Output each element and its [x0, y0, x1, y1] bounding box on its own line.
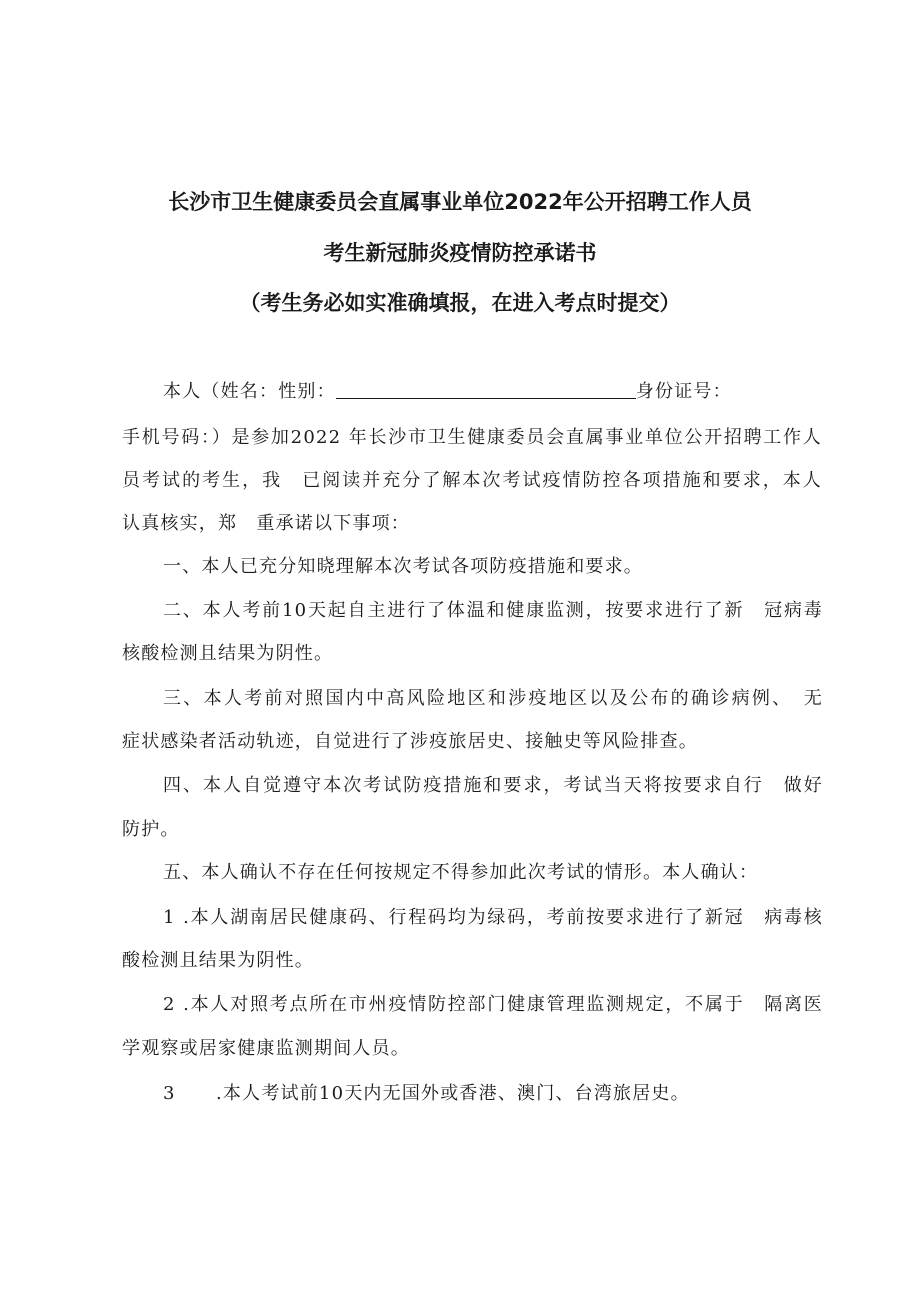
item-2-line-1: 二、本人考前10天起自主进行了体温和健康监测，按要求进行了新 冠病毒	[163, 600, 823, 621]
intro-line-1	[163, 377, 823, 407]
item-4-line-1: 四、本人自觉遵守本次考试防疫措施和要求，考试当天将按要求自行 做好	[163, 775, 823, 796]
intro-line-4: 认真核实，郑 重承诺以下事项：	[122, 513, 410, 534]
intro-line-2: 手机号码：）是参加2022 年长沙市卫生健康委员会直属事业单位公开招聘工作人	[122, 427, 822, 448]
item-5: 五、本人确认不存在任何按规定不得参加此次考试的情形。本人确认：	[163, 862, 759, 883]
sub-item-1-line-1: 1 .本人湖南居民健康码、行程码均为绿码，考前按要求进行了新冠 病毒核	[163, 907, 823, 928]
title-line-1: 长沙市卫生健康委员会直属事业单位2022年公开招聘工作人员	[168, 190, 752, 214]
item-4-line-2: 防护。	[122, 819, 180, 840]
sub-item-2-line-2: 学观察或居家健康监测期间人员。	[122, 1038, 410, 1059]
title-line-3: （考生务必如实准确填报，在进入考点时提交）	[239, 291, 681, 315]
sub-item-3-text: .本人考试前10天内无国外或香港、澳门、台湾旅居史。	[216, 1083, 690, 1104]
item-3-line-2: 症状感染者活动轨迹，自觉进行了涉疫旅居史、接触史等风险排查。	[122, 731, 698, 752]
fill-blank-line[interactable]	[336, 378, 636, 399]
name-gender-label: 本人（姓名：性别：	[163, 381, 336, 402]
item-1: 一、本人已充分知晓理解本次考试各项防疫措施和要求。	[163, 556, 643, 577]
item-2-line-2: 核酸检测且结果为阴性。	[122, 643, 334, 664]
id-number-label: 身份证号：	[635, 381, 732, 402]
item-3-line-1: 三、本人考前对照国内中高风险地区和涉疫地区以及公布的确诊病例、 无	[163, 688, 823, 709]
sub-item-1-line-2: 酸检测且结果为阴性。	[122, 950, 314, 971]
sub-item-2-line-1: 2 .本人对照考点所在市州疫情防控部门健康管理监测规定，不属于 隔离医	[163, 994, 823, 1015]
title-line-2: 考生新冠肺炎疫情防控承诺书	[323, 241, 597, 265]
intro-line-3: 员考试的考生，我 已阅读并充分了解本次考试疫情防控各项措施和要求，本人	[122, 470, 822, 491]
sub-item-3-number: 3	[163, 1083, 176, 1104]
